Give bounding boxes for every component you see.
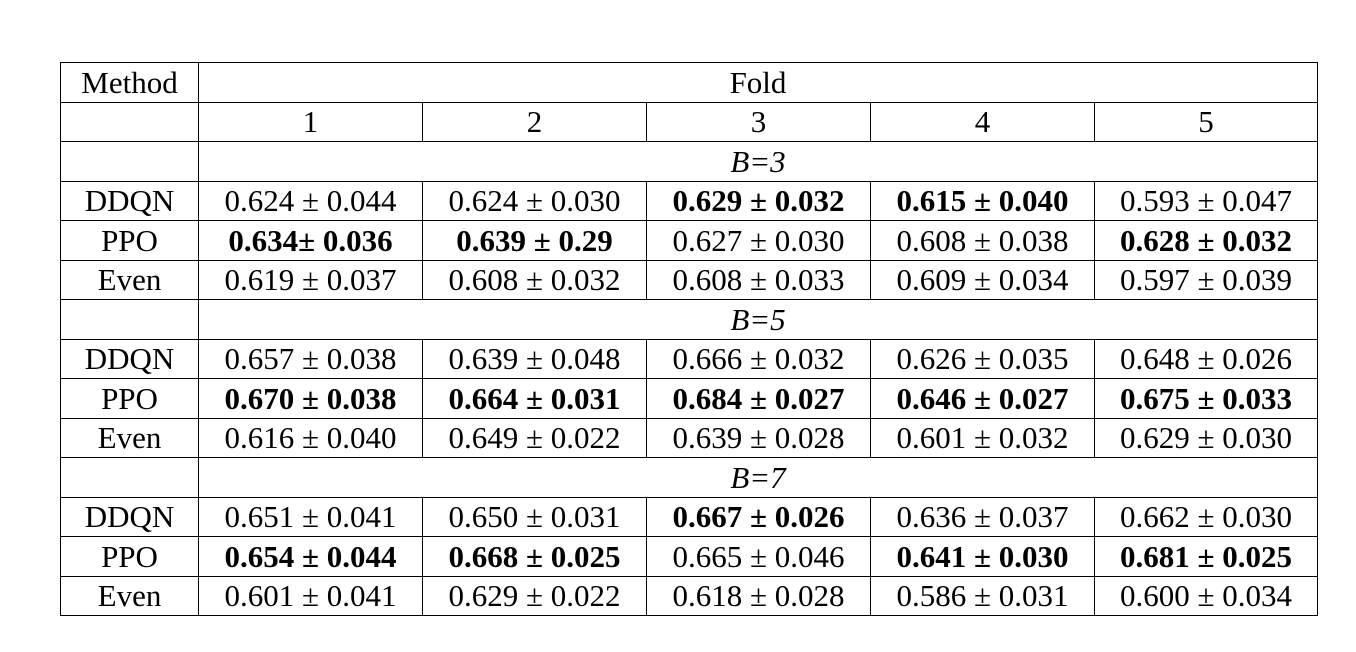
results-table: [60, 62, 1318, 616]
value-cell: 0.636 ± 0.037: [871, 497, 1095, 537]
value-cell: 0.662 ± 0.030: [1095, 497, 1318, 537]
method-cell: PPO: [61, 379, 199, 419]
value-cell: 0.681 ± 0.025: [1095, 537, 1318, 577]
value-cell: 0.609 ± 0.034: [871, 260, 1095, 300]
empty-cell: [61, 142, 199, 182]
method-cell: DDQN: [61, 497, 199, 537]
value-cell: 0.668 ± 0.025: [423, 537, 647, 577]
table-row: [61, 497, 1318, 537]
table-row: [61, 576, 1318, 616]
value-cell: 0.657 ± 0.038: [199, 339, 423, 379]
group-header-row: [61, 142, 1318, 182]
method-cell: DDQN: [61, 181, 199, 221]
value-cell: 0.608 ± 0.033: [647, 260, 871, 300]
value-cell: 0.651 ± 0.041: [199, 497, 423, 537]
empty-cell: [61, 458, 199, 498]
method-header: Method: [61, 63, 199, 103]
value-cell: 0.618 ± 0.028: [647, 576, 871, 616]
table-row: [61, 221, 1318, 261]
value-cell: 0.654 ± 0.044: [199, 537, 423, 577]
value-cell: 0.639 ± 0.29: [423, 221, 647, 261]
value-cell: 0.629 ± 0.022: [423, 576, 647, 616]
value-cell: 0.665 ± 0.046: [647, 537, 871, 577]
value-cell: 0.667 ± 0.026: [647, 497, 871, 537]
value-cell: 0.650 ± 0.031: [423, 497, 647, 537]
fold-number: 1: [199, 102, 423, 142]
group-header-row: [61, 458, 1318, 498]
empty-cell: [61, 300, 199, 340]
method-cell: PPO: [61, 537, 199, 577]
table-row: [61, 379, 1318, 419]
method-cell: Even: [61, 260, 199, 300]
value-cell: 0.649 ± 0.022: [423, 418, 647, 458]
fold-header: Fold: [199, 63, 1318, 103]
value-cell: 0.626 ± 0.035: [871, 339, 1095, 379]
value-cell: 0.629 ± 0.032: [647, 181, 871, 221]
value-cell: 0.670 ± 0.038: [199, 379, 423, 419]
value-cell: 0.608 ± 0.032: [423, 260, 647, 300]
value-cell: 0.601 ± 0.041: [199, 576, 423, 616]
value-cell: 0.615 ± 0.040: [871, 181, 1095, 221]
value-cell: 0.639 ± 0.028: [647, 418, 871, 458]
value-cell: 0.639 ± 0.048: [423, 339, 647, 379]
budget-group-label: B=5: [199, 300, 1318, 340]
value-cell: 0.616 ± 0.040: [199, 418, 423, 458]
method-cell: PPO: [61, 221, 199, 261]
value-cell: 0.608 ± 0.038: [871, 221, 1095, 261]
value-cell: 0.627 ± 0.030: [647, 221, 871, 261]
value-cell: 0.619 ± 0.037: [199, 260, 423, 300]
table-row: [61, 181, 1318, 221]
value-cell: 0.628 ± 0.032: [1095, 221, 1318, 261]
fold-number: 2: [423, 102, 647, 142]
value-cell: 0.600 ± 0.034: [1095, 576, 1318, 616]
group-header-row: [61, 300, 1318, 340]
value-cell: 0.675 ± 0.033: [1095, 379, 1318, 419]
value-cell: 0.664 ± 0.031: [423, 379, 647, 419]
budget-group-label: B=7: [199, 458, 1318, 498]
value-cell: 0.586 ± 0.031: [871, 576, 1095, 616]
value-cell: 0.641 ± 0.030: [871, 537, 1095, 577]
value-cell: 0.601 ± 0.032: [871, 418, 1095, 458]
value-cell: 0.624 ± 0.030: [423, 181, 647, 221]
value-cell: 0.624 ± 0.044: [199, 181, 423, 221]
fold-number-row: [61, 102, 1318, 142]
table-row: [61, 260, 1318, 300]
header-row: [61, 63, 1318, 103]
method-cell: DDQN: [61, 339, 199, 379]
fold-number: 5: [1095, 102, 1318, 142]
table-row: [61, 339, 1318, 379]
value-cell: 0.597 ± 0.039: [1095, 260, 1318, 300]
value-cell: 0.648 ± 0.026: [1095, 339, 1318, 379]
value-cell: 0.666 ± 0.032: [647, 339, 871, 379]
value-cell: 0.593 ± 0.047: [1095, 181, 1318, 221]
empty-cell: [61, 102, 199, 142]
value-cell: 0.629 ± 0.030: [1095, 418, 1318, 458]
table-row: [61, 418, 1318, 458]
table-row: [61, 537, 1318, 577]
method-cell: Even: [61, 576, 199, 616]
method-cell: Even: [61, 418, 199, 458]
budget-group-label: B=3: [199, 142, 1318, 182]
value-cell: 0.634± 0.036: [199, 221, 423, 261]
fold-number: 4: [871, 102, 1095, 142]
value-cell: 0.684 ± 0.027: [647, 379, 871, 419]
value-cell: 0.646 ± 0.027: [871, 379, 1095, 419]
fold-number: 3: [647, 102, 871, 142]
